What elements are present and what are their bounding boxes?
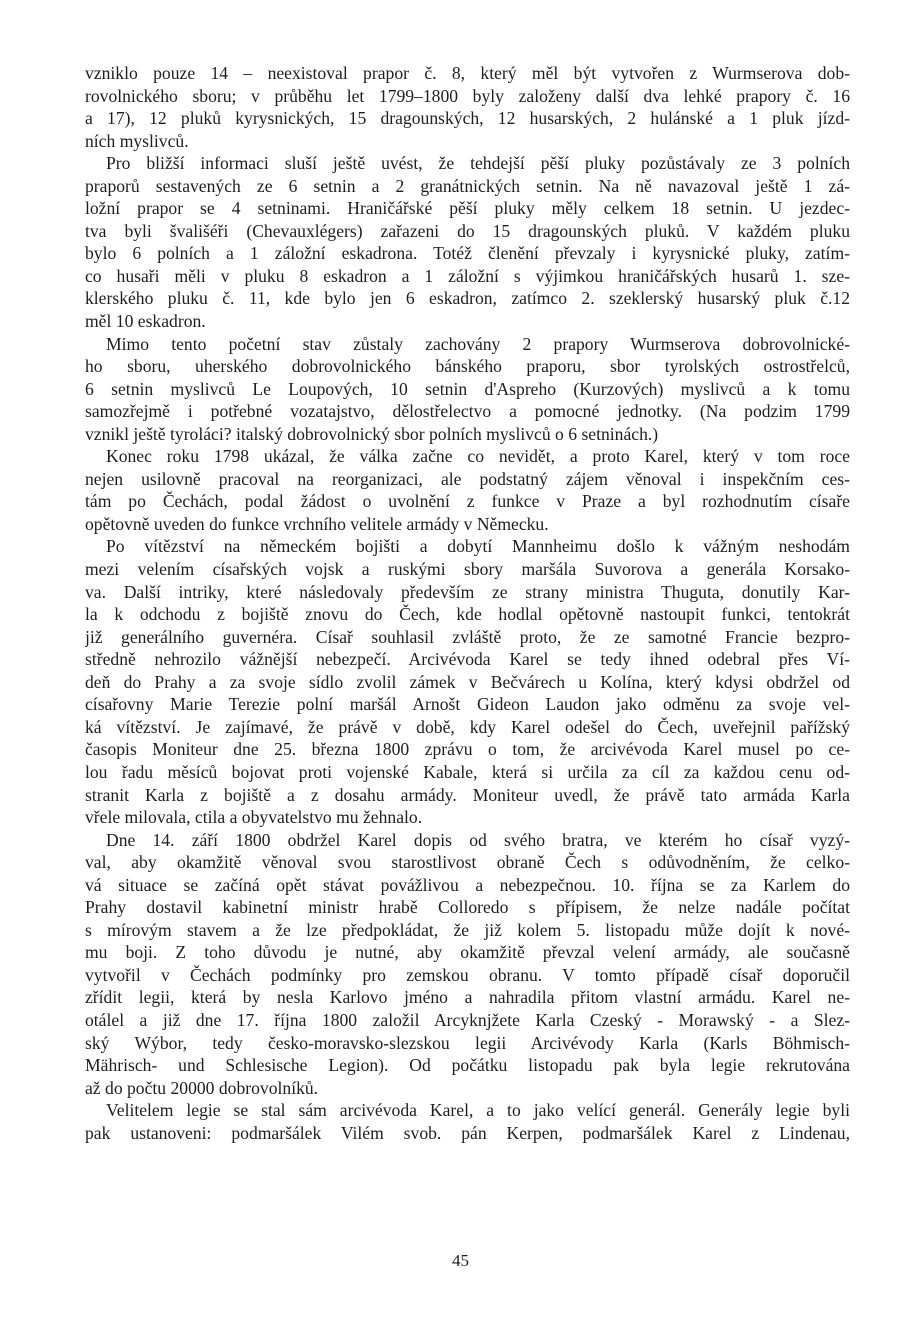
paragraph-7	[85, 1099, 850, 1144]
text-line: císařovny Marie Terezie polní maršál Arnošt Gideon Laudon jako odměnu za svoje vel-	[85, 694, 850, 715]
text-line: va. Další intriky, které následovaly především ze strany ministra Thuguta, donutily Kar-	[85, 581, 850, 602]
text-line: 6 setnin myslivců Le Loupových, 10 setnin d'Aspreho (Kurzových) myslivců a k tomu	[85, 378, 850, 399]
text-line: a 17), 12 pluků kyrysnických, 15 dragounských, 12 husarských, 2 hulánské a 1 pluk jízd-	[85, 108, 850, 129]
text-line: Velitelem legie se stal sám arcivévoda Karel, a to jako velící generál. Generály legie byli	[106, 1100, 850, 1121]
text-line: tám po Čechách, podal žádost o uvolnění z funkce v Praze a byl rozhodnutím císaře	[85, 491, 850, 512]
text-line: bylo 6 polních a 1 záložní eskadrona. Totéž členění převzaly i kyrysnické pluky, zatím-	[85, 243, 850, 264]
page-number: 45	[452, 1251, 469, 1270]
text-line: s mírovým stavem a že lze předpokládat, že již kolem 5. listopadu může dojít k nové-	[85, 919, 850, 940]
text-line: mezi velením císařských vojsk a ruskými sbory maršála Suvorova a generála Korsako-	[85, 559, 850, 580]
text-line: opětovně uveden do funkce vrchního velitele armády v Německu.	[85, 513, 549, 534]
text-line: ních myslivců.	[85, 130, 189, 151]
text-line: Dne 14. září 1800 obdržel Karel dopis od svého bratra, ve kterém ho císař vyzý-	[106, 829, 850, 850]
text-line: co husaři měli v pluku 8 eskadron a 1 záložní s výjimkou hraničářských husarů 1. sze-	[85, 265, 850, 286]
text-line: la k odchodu z bojiště znovu do Čech, kde hodlal opětovně nastoupit funkci, tentokrát	[85, 604, 850, 625]
text-line: měl 10 eskadron.	[85, 311, 206, 332]
text-line: klerského pluku č. 11, kde bylo jen 6 eskadron, zatímco 2. szeklerský husarský pluk č.12	[85, 288, 850, 309]
text-line: ský Wýbor, tedy česko-moravsko-slezskou legii Arcivévody Karla (Karls Böhmisch-	[85, 1032, 850, 1053]
text-line: Prahy dostavil kabinetní ministr hrabě Colloredo s přípisem, že nelze nadále počítat	[85, 897, 850, 918]
text-line: ložní prapor se 4 setninami. Hraničářské pěší pluky měly celkem 18 setnin. U jezdec-	[85, 198, 850, 219]
paragraph-6	[85, 829, 850, 1100]
text-line: středně nehrozilo vážnější nebezpečí. Arcivévoda Karel se tedy ihned odebral přes Ví-	[85, 649, 850, 670]
text-line: vzniklo pouze 14 – neexistoval prapor č. 8, který měl být vytvořen z Wurmserova dob-	[85, 63, 850, 83]
text-line: pak ustanoveni: podmaršálek Vilém svob. pán Kerpen, podmaršálek Karel z Lindenau,	[85, 1122, 850, 1143]
text-line: vřele milovala, ctila a obyvatelstvo mu žehnalo.	[85, 807, 423, 828]
text-line: Mährisch- und Schlesische Legion). Od počátku listopadu pak byla legie rekrutována	[85, 1055, 850, 1076]
text-line: Konec roku 1798 ukázal, že válka začne co nevidět, a proto Karel, který v tom roce	[106, 446, 850, 467]
text-line: až do počtu 20000 dobrovolníků.	[85, 1077, 319, 1098]
text-line: vá situace se začíná opět stávat povážlivou a nebezpečnou. 10. října se za Karlem do	[85, 874, 850, 895]
text-line: ho sboru, uherského dobrovolnického bánského praporu, sbor tyrolských ostrostřelců,	[85, 356, 850, 377]
text-line: vznikl ještě tyroláci? italský dobrovolnický sbor polních myslivců o 6 setninách.)	[85, 423, 659, 444]
text-line: vytvořil v Čechách podmínky pro zemskou obranu. V tomto případě císař doporučil	[85, 964, 850, 985]
paragraph-2	[85, 152, 850, 332]
text-line: otálel a již dne 17. října 1800 založil Arcyknjžete Karla Czeský - Morawský - a Slez-	[85, 1009, 850, 1030]
text-line: časopis Moniteur dne 25. března 1800 zprávu o tom, že arcivévoda Karel musel po ce-	[85, 739, 850, 760]
text-line: Po vítězství na německém bojišti a dobytí Mannheimu došlo k vážným neshodám	[106, 536, 850, 557]
text-line: ká vítězství. Je zajímavé, že právě v době, kdy Karel odešel do Čech, uveřejnil pařížský	[85, 716, 850, 737]
text-line: tva byli švališéři (Chevauxlégers) zařazeni do 15 dragounských pluků. V každém pluku	[85, 220, 850, 241]
page-body	[85, 62, 850, 1144]
text-line: lou řadu měsíců bojovat proti vojenské Kabale, která si určila za cíl za každou cenu od-	[85, 761, 850, 782]
text-line: rovolnického sboru; v průběhu let 1799–1800 byly založeny další dva lehké prapory č. 16	[85, 85, 850, 106]
text-line: již generálního guvernéra. Císař souhlasil zvláště proto, že ze samotné Francie bezpro-	[85, 626, 850, 647]
text-line: val, aby okamžitě věnoval svou starostlivost obraně Čech s odůvodněním, že celko-	[85, 852, 850, 873]
text-line: deň do Prahy a za svoje sídlo zvolil zámek v Bečvárech u Kolína, který kdysi obdržel od	[85, 671, 850, 692]
text-line: praporů sestavených ze 6 setnin a 2 granátnických setnin. Na ně navazoval ještě 1 zá-	[85, 175, 850, 196]
text-line: samozřejmě i potřebné vozatajstvo, dělostřelectvo a pomocné jednotky. (Na podzim 1799	[85, 401, 850, 422]
paragraph-3	[85, 333, 850, 446]
paragraph-5	[85, 535, 850, 828]
text-line: zřídit legii, která by nesla Karlovo jméno a nahradila přitom vlastní armádu. Karel ne-	[85, 987, 850, 1008]
paragraph-1	[85, 62, 850, 152]
paragraph-4	[85, 445, 850, 535]
text-line: Pro bližší informaci sluší ještě uvést, že tehdejší pěší pluky pozůstávaly ze 3 polních	[106, 153, 850, 174]
text-line: nejen usilovně pracoval na reorganizaci, ale podstatný zájem věnoval i inspekčním ces-	[85, 468, 850, 489]
text-line: stranit Karla z bojiště a z dosahu armády. Moniteur uvedl, že právě tato armáda Karla	[85, 784, 850, 805]
text-line: Mimo tento početní stav zůstaly zachovány 2 prapory Wurmserova dobrovolnické-	[106, 333, 850, 354]
text-line: mu boji. Z toho důvodu je nutné, aby okamžitě převzal velení armády, ale současně	[85, 942, 850, 963]
